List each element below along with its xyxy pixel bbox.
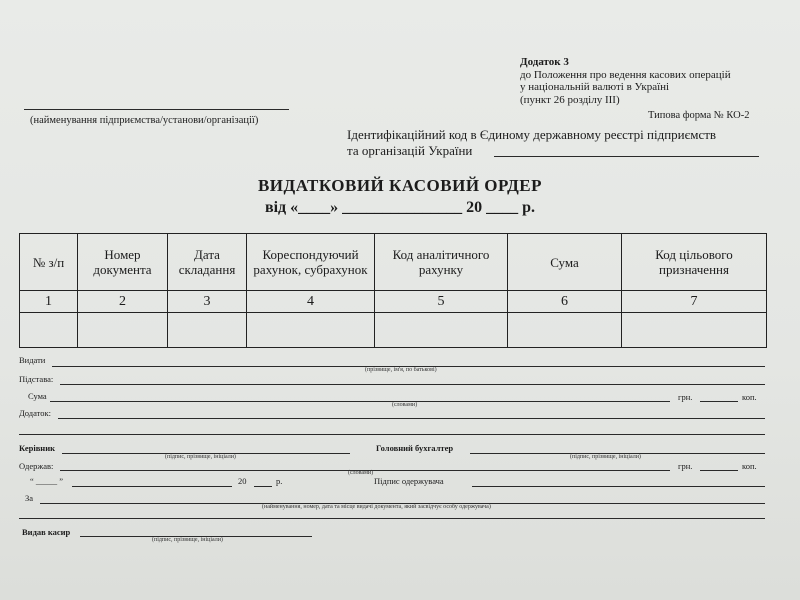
id-code-input-line[interactable] [494,156,759,157]
cashier-note: (підпис, прізвище, ініціали) [152,537,223,543]
attachment-label: Додаток: [19,408,52,418]
header-cell: Код аналітичного рахунку [375,234,508,291]
document-title: ВИДАТКОВИЙ КАСОВИЙ ОРДЕР [257,176,543,195]
column-number: 5 [375,291,508,313]
id-code-line-1: Ідентифікаційний код в Єдиному державному реєстрі підприємств [347,127,717,142]
column-number: 7 [622,291,767,313]
receipt-date-day: “ _____ ” [30,476,64,486]
head-note: (підпис, прізвище, ініціали) [165,454,236,460]
id-code-block [347,127,716,159]
document-date: від «____» _______________ 20 ____ р. [264,199,536,216]
issue-note: (прізвище, ім'я, по батькові) [365,367,437,373]
per-line-2[interactable] [19,518,765,519]
table-row [20,313,767,348]
sum-note: (словами) [392,402,418,408]
sum-kop-label: коп. [742,392,757,402]
receipt-year-suffix: р. [276,476,283,486]
sum-line[interactable] [50,401,670,402]
organization-name-line [24,109,289,110]
form-type: Типова форма № КО-2 [648,110,750,121]
received-note: (словами) [348,470,374,476]
appendix-line-1: до Положення про ведення касових операцій [520,68,731,81]
column-number: 3 [168,291,247,313]
received-uah-label: грн. [678,461,693,471]
appendix-line-2: у національній валюті в Україні [520,81,670,93]
order-table [19,233,767,348]
per-note: (найменування, номер, дата та місце видачі документа, який засвідчує особу одержувача) [262,504,491,510]
attachment-line-1[interactable] [58,418,765,419]
issue-label: Видати [19,355,46,365]
column-number: 1 [20,291,78,313]
column-number: 2 [78,291,168,313]
chief-accountant-label: Головний бухгалтер [376,443,454,453]
basis-line[interactable] [60,384,765,385]
receipt-date-month-line[interactable] [72,486,232,487]
head-label: Керівник [19,443,55,453]
received-label: Одержав: [19,461,54,471]
table-cell[interactable] [247,313,375,348]
column-number: 6 [508,291,622,313]
cashier-label: Видав касир [22,527,71,537]
header-cell: № з/п [20,234,78,291]
receipt-year-line[interactable] [254,486,272,487]
per-label: За [25,493,34,503]
appendix-block [520,56,731,106]
attachment-line-2[interactable] [19,434,765,435]
table-cell[interactable] [168,313,247,348]
header-cell: Номер документа [78,234,168,291]
appendix-line-3: (пункт 26 розділу ІІІ) [520,93,620,106]
received-kop-line[interactable] [700,470,738,471]
table-cell[interactable] [375,313,508,348]
sum-kop-line[interactable] [700,401,738,402]
organization-caption: (найменування підприємства/установи/організації) [30,115,259,126]
header-cell: Дата складання [168,234,247,291]
table-cell[interactable] [508,313,622,348]
sum-label: Сума [28,391,47,401]
id-code-line-2: та організацій України [347,143,473,158]
appendix-title: Додаток 3 [520,56,569,68]
table-cell[interactable] [78,313,168,348]
basis-label: Підстава: [19,374,54,384]
table-header-row [20,234,767,291]
header-cell: Сума [508,234,622,291]
received-kop-label: коп. [742,461,757,471]
header-cell: Кореспондуючий рахунок, субрахунок [247,234,375,291]
sum-uah-label: грн. [678,392,693,402]
table-cell[interactable] [622,313,767,348]
table-number-row [20,291,767,313]
recipient-signature-label: Підпис одержувача [374,476,444,486]
recipient-signature-line[interactable] [472,486,765,487]
column-number: 4 [247,291,375,313]
table-cell[interactable] [20,313,78,348]
chief-accountant-note: (підпис, прізвище, ініціали) [570,454,641,460]
receipt-year-prefix: 20 [238,476,247,486]
header-cell: Код цільового призначення [622,234,767,291]
